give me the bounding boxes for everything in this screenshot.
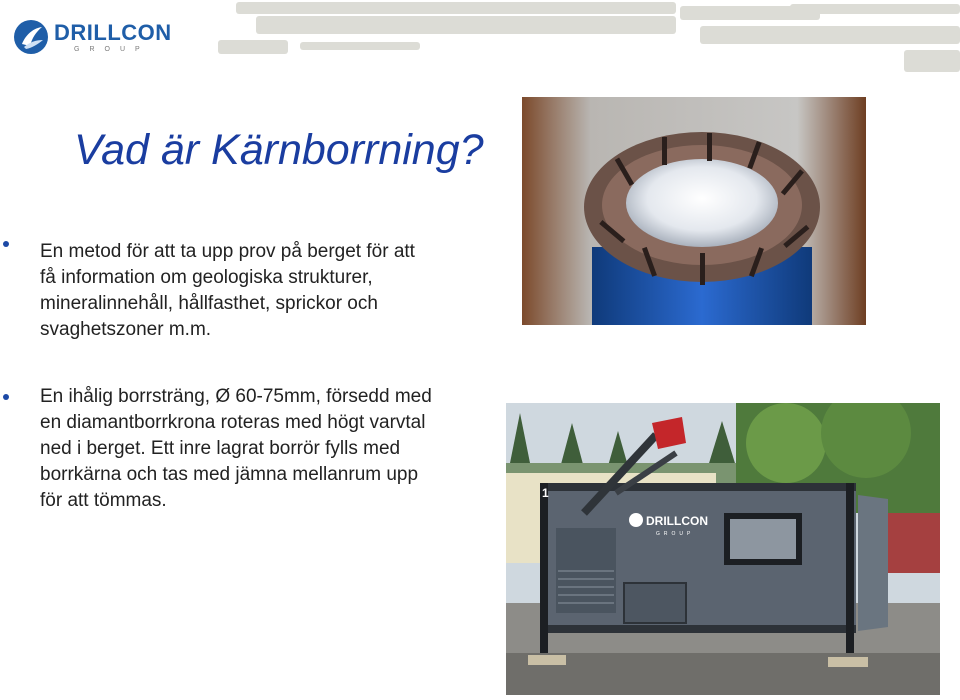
core-bit-photo <box>522 97 866 325</box>
drillcon-logo <box>12 16 172 60</box>
logo-wordmark: DRILLCON <box>54 20 172 45</box>
header-brush <box>300 42 420 50</box>
slide-title: Vad är Kärnborrning? <box>74 126 484 174</box>
rig-logo-subtitle: GROUP <box>656 531 695 537</box>
header-brush <box>236 2 676 14</box>
rig-logo-text: DRILLCON <box>646 514 708 528</box>
header-brush <box>256 16 676 34</box>
drill-rig-photo <box>506 403 940 695</box>
core-bit-illustration <box>522 97 866 325</box>
bullet-line: En metod för att ta upp prov på berget för att <box>40 241 415 262</box>
drill-rig-illustration <box>506 403 940 695</box>
header-brush <box>218 40 288 54</box>
rig-number: 1 <box>542 486 549 500</box>
bullet-line: mineralinnehåll, hållfasthet, sprickor och <box>40 293 378 314</box>
bullet-line: ned i berget. Ett inre lagrat borrör fylls med <box>40 438 401 459</box>
bullet-item <box>40 239 510 343</box>
drillcon-emblem-icon <box>12 18 50 56</box>
bullet-line: En ihålig borrsträng, Ø 60-75mm, försedd med <box>40 386 432 407</box>
bullet-line: för att tömmas. <box>40 490 167 511</box>
logo-subtitle: GROUP <box>74 46 150 53</box>
bullet-line: borrkärna och tas med jämna mellanrum upp <box>40 464 419 485</box>
bullet-marker <box>3 241 9 247</box>
bullet-line: få information om geologiska strukturer, <box>40 267 373 288</box>
bullet-item <box>40 384 510 514</box>
header-brush <box>700 26 960 44</box>
bullet-line: en diamantborrkrona roteras med högt varvtal <box>40 412 426 433</box>
header-brush <box>904 50 960 72</box>
header-brush <box>790 4 960 14</box>
bullet-line: svaghetszoner m.m. <box>40 319 212 340</box>
bullet-marker <box>3 394 9 400</box>
